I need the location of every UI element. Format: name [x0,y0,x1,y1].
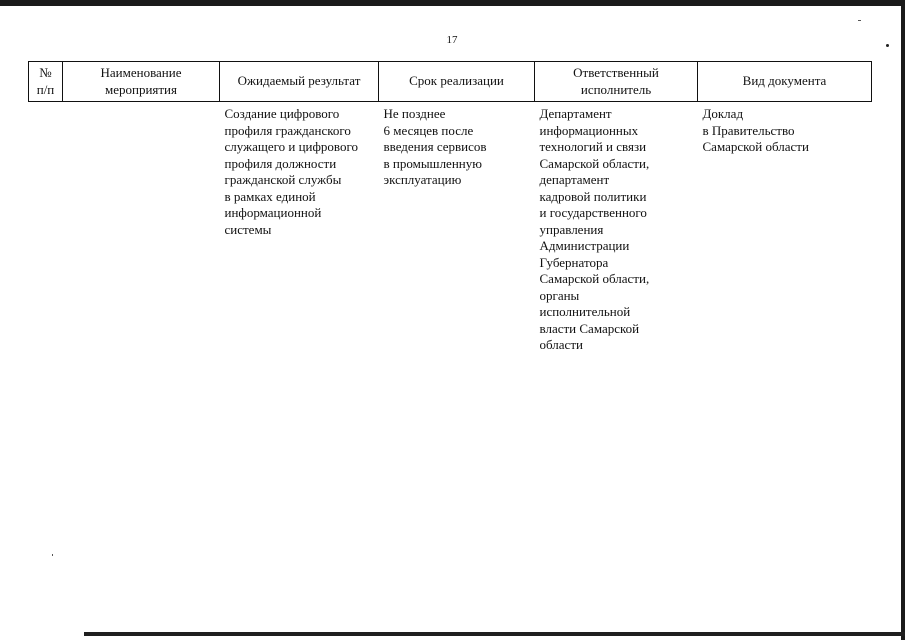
cell-responsible-executor: Департамент информационных технологий и связи Самарской области, департамент кадровой политики и государственного управления Администрации Губернатора Самарской области, органы исполнительной власти Самарской области [539,106,650,352]
header-responsible-executor: Ответственный исполнитель [535,62,698,102]
header-document-type: Вид документа [698,62,872,102]
cell-number [29,102,63,354]
header-activity-name: Наименование мероприятия [63,62,220,102]
scan-bottom-border [84,632,905,636]
scan-speck [52,554,53,556]
table-row [29,102,872,354]
cell-expected-result: Создание цифрового профиля гражданского служащего и цифрового профиля должности гражданской службы в рамках единой информационной системы [224,106,358,237]
activities-table [28,61,872,354]
cell-document-type: Доклад в Правительство Самарской области [702,106,809,154]
page-number: 17 [446,34,458,46]
header-number: № п/п [29,62,63,102]
scan-right-border [901,0,905,640]
cell-activity-name [63,102,220,354]
table-header-row [29,62,872,102]
cell-implementation-term: Не позднее 6 месяцев после введения сервисов в промышленную эксплуатацию [383,106,487,187]
header-expected-result: Ожидаемый результат [220,62,379,102]
scan-speck [858,20,861,21]
header-implementation-term: Срок реализации [379,62,535,102]
scan-speck [886,44,889,47]
scan-top-border [0,0,905,6]
